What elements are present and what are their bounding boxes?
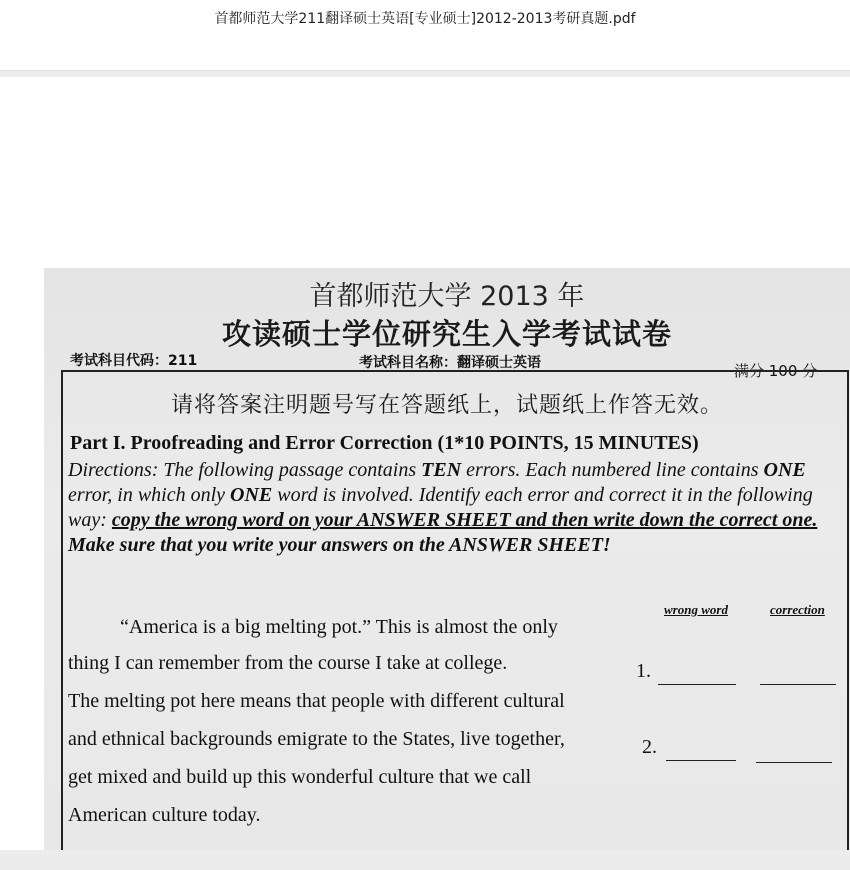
correction-blank — [760, 684, 836, 685]
subject-code: 考试科目代码：211 — [70, 353, 198, 369]
directions-emphasis-ten: TEN — [421, 459, 462, 481]
full-score: 满分 100 分 — [734, 362, 818, 380]
column-header-wrong-word: wrong word — [664, 602, 728, 617]
directions-text-1: Directions: The following passage contains — [68, 459, 422, 481]
passage-line: thing I can remember from the course I take at college. — [68, 652, 508, 674]
directions-text-4: word is involved. Identify each error and correct it in the following way: — [68, 484, 813, 531]
directions-paragraph — [68, 458, 840, 558]
answer-instruction: 请将答案注明题号写在答题纸上，试题纸上作答无效。 — [170, 393, 723, 418]
part-heading: Part I. Proofreading and Error Correction (1*10 POINTS, 15 MINUTES) — [70, 432, 699, 454]
correction-blank — [756, 762, 832, 763]
answer-number: 1. — [636, 660, 651, 682]
scanned-page — [44, 268, 850, 850]
exam-title: 攻读硕士学位研究生入学考试试卷 — [221, 317, 672, 351]
directions-underlined-instruction: copy the wrong word on your ANSWER SHEET and then write down the correct one. — [111, 509, 818, 531]
header-divider — [0, 70, 850, 77]
passage-line: get mixed and build up this wonderful culture that we call — [68, 766, 532, 788]
passage-line: and ethnical backgrounds emigrate to the States, live together, — [68, 728, 565, 750]
subject-name: 考试科目名称：翻译硕士英语 — [359, 355, 541, 371]
directions-emphasis-one-word: ONE — [230, 484, 273, 506]
university-year-title: 首都师范大学 2013 年 — [309, 281, 585, 312]
passage-line: “America is a big melting pot.” This is almost the only — [120, 616, 558, 638]
directions-closing-instruction: Make sure that you write your answers on the ANSWER SHEET! — [68, 534, 611, 556]
directions-text-3: error, in which only — [68, 484, 231, 506]
bottom-toolbar — [0, 850, 850, 870]
wrong-word-blank — [666, 760, 736, 761]
passage-line: American culture today. — [68, 804, 261, 826]
answer-number: 2. — [642, 736, 657, 758]
column-header-correction: correction — [770, 602, 825, 617]
wrong-word-blank — [658, 684, 736, 685]
directions-text-2: errors. Each numbered line contains — [461, 459, 764, 481]
passage-line: The melting pot here means that people with different cultural — [68, 690, 565, 712]
document-title: 首都师范大学211翻译硕士英语[专业硕士]2012-2013考研真题.pdf — [214, 11, 636, 27]
directions-emphasis-one: ONE — [763, 459, 806, 481]
